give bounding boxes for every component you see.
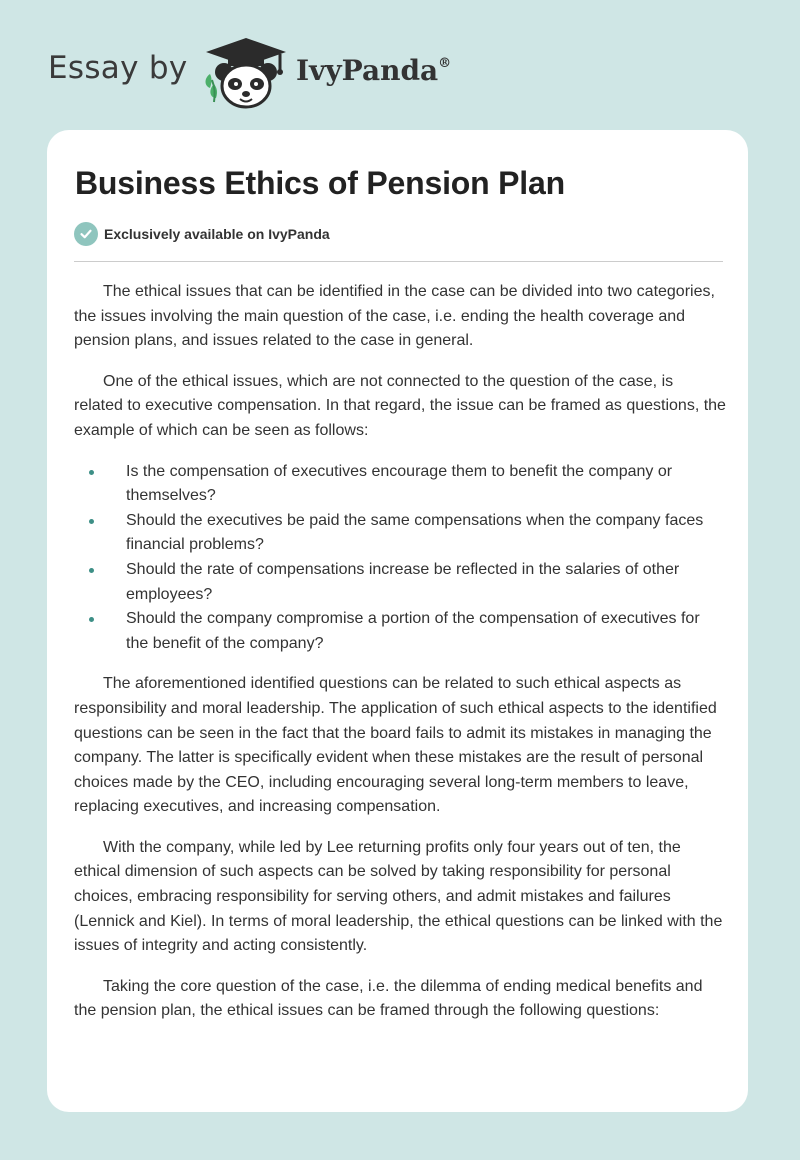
page-title: Business Ethics of Pension Plan bbox=[75, 165, 565, 201]
bullet-icon bbox=[89, 568, 94, 573]
site-header bbox=[0, 0, 800, 130]
bullet-icon bbox=[89, 519, 94, 524]
paragraph: The ethical issues that can be identified in the case can be divided into two categories, the issues involving the main question of the case, i.e. ending the health coverage and pension plans, and issues related to the case in general. bbox=[74, 283, 715, 350]
list-item-text: Should the executives be paid the same compensations when the company faces financial problems? bbox=[126, 511, 704, 554]
registered-mark: ® bbox=[438, 55, 452, 71]
bullet-icon bbox=[89, 617, 94, 622]
check-icon bbox=[74, 222, 98, 246]
list-item-text: Is the compensation of executives encourage them to benefit the company or themselves? bbox=[126, 462, 673, 505]
list-item-text: Should the rate of compensations increase be reflected in the salaries of other employees? bbox=[126, 560, 680, 603]
brand-name[interactable] bbox=[296, 54, 451, 87]
panda-graduate-icon[interactable] bbox=[200, 34, 292, 110]
essay-body bbox=[74, 280, 726, 1040]
question-list bbox=[74, 460, 726, 657]
paragraph: The aforementioned identified questions can be related to such ethical aspects as responsibility and moral leadership. The application of such ethical aspects to the identified questions can be seen in the fact that the board fails to admit its mistakes in managing the company. The latter is specifically evident when these mistakes are the result of personal choices made by the CEO, including encouraging several long-term members to leave, replacing executives, and increasing compensation. bbox=[74, 675, 717, 816]
paragraph: One of the ethical issues, which are not connected to the question of the case, is related to executive compensation. In that regard, the issue can be framed as questions, the example of which can be seen as follows: bbox=[74, 372, 726, 439]
essay-card bbox=[47, 130, 748, 1112]
bullet-icon bbox=[89, 470, 94, 475]
list-item bbox=[74, 509, 726, 558]
essay-by-label: Essay by bbox=[48, 50, 188, 86]
list-item bbox=[74, 607, 726, 656]
list-item bbox=[74, 460, 726, 509]
brand-label: IvyPanda bbox=[296, 54, 439, 87]
ivy-leaf-icon bbox=[206, 74, 218, 102]
divider bbox=[74, 261, 723, 262]
exclusive-badge bbox=[74, 222, 330, 246]
paragraph: With the company, while led by Lee returning profits only four years out of ten, the ethical dimension of such aspects can be solved by taking responsibility for personal choices, embracing responsibility for serving others, and admit mistakes and failures (Lennick and Kiel). In terms of moral leadership, the ethical questions can be linked with the issues of integrity and acting consistently. bbox=[74, 838, 723, 955]
list-item-text: Should the company compromise a portion of the compensation of executives for the benefit of the company? bbox=[126, 610, 700, 652]
list-item bbox=[74, 558, 726, 607]
paragraph: Taking the core question of the case, i.e. the dilemma of ending medical benefits and the pension plan, the ethical issues can be framed through the following questions: bbox=[74, 977, 703, 1020]
exclusive-badge-label: Exclusively available on IvyPanda bbox=[104, 226, 330, 242]
